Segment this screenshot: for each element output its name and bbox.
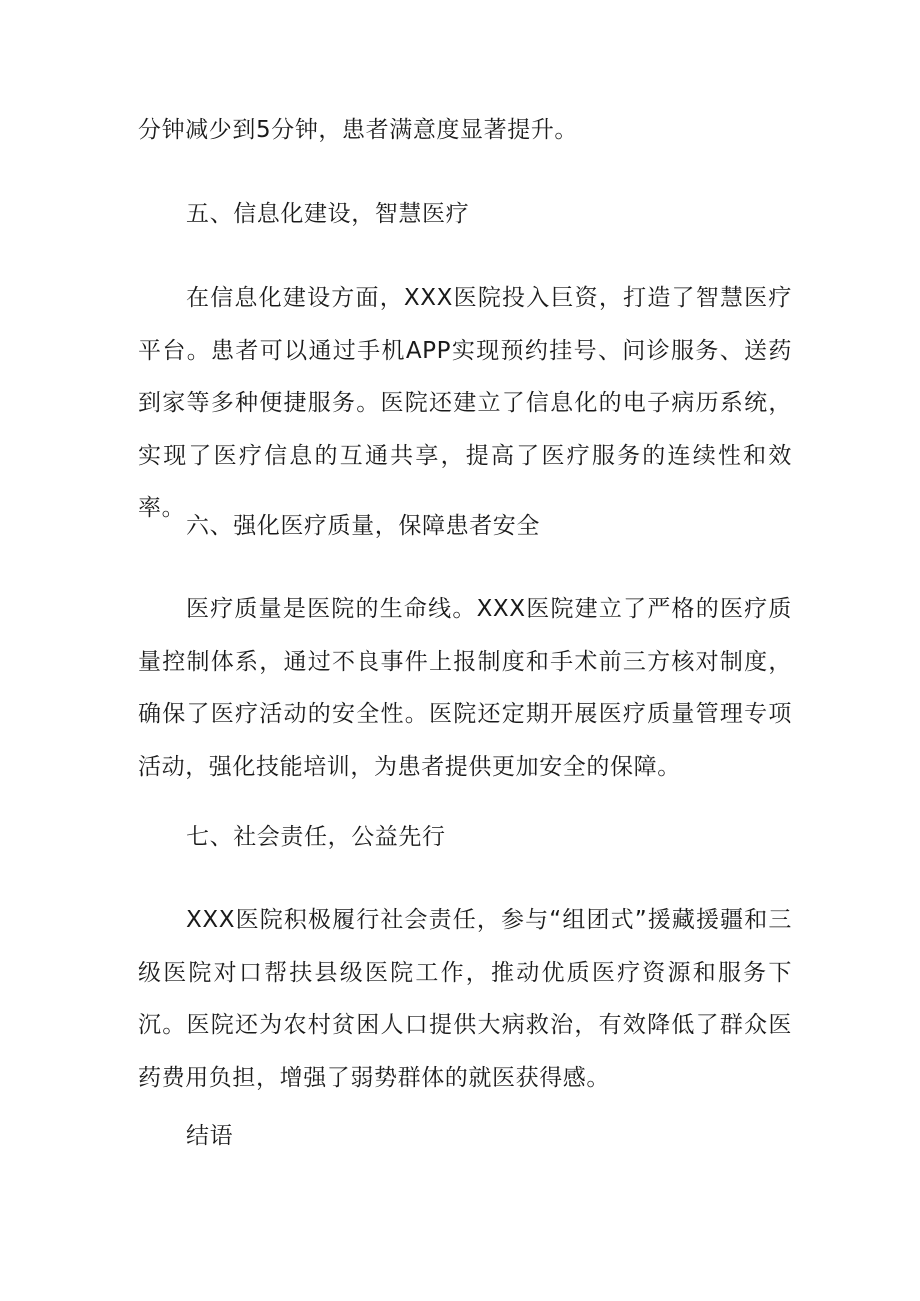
conclusion-heading: 结语 [186,1123,234,1149]
section-heading-5: 五、信息化建设，智慧医疗 [186,201,470,227]
section-paragraph-5: 在信息化建设方面，XXX医院投入巨资，打造了智慧医疗平台。患者可以通过手机APP实现预约挂号、问诊服务、送药到家等多种便捷服务。医院还建立了信息化的电子病历系统，实现了医疗信息的互通共享，提高了医疗服务的连续性和效率。 [138,285,792,521]
section-heading-6: 六、强化医疗质量，保障患者安全 [186,513,540,539]
continued-paragraph-line: 分钟减少到5分钟，患者满意度显著提升。 [138,117,579,143]
section-paragraph-6: 医疗质量是医院的生命线。XXX医院建立了严格的医疗质量控制体系，通过不良事件上报制度和手术前三方核对制度，确保了医疗活动的安全性。医院还定期开展医疗质量管理专项活动，强化技能培训，为患者提供更加安全的保障。 [138,596,792,780]
section-paragraph-7: XXX医院积极履行社会责任，参与“组团式”援藏援疆和三级医院对口帮扶县级医院工作，推动优质医疗资源和服务下沉。医院还为农村贫困人口提供大病救治，有效降低了群众医药费用负担，增强了弱势群体的就医获得感。 [138,907,792,1091]
section-heading-7: 七、社会责任，公益先行 [186,824,446,850]
